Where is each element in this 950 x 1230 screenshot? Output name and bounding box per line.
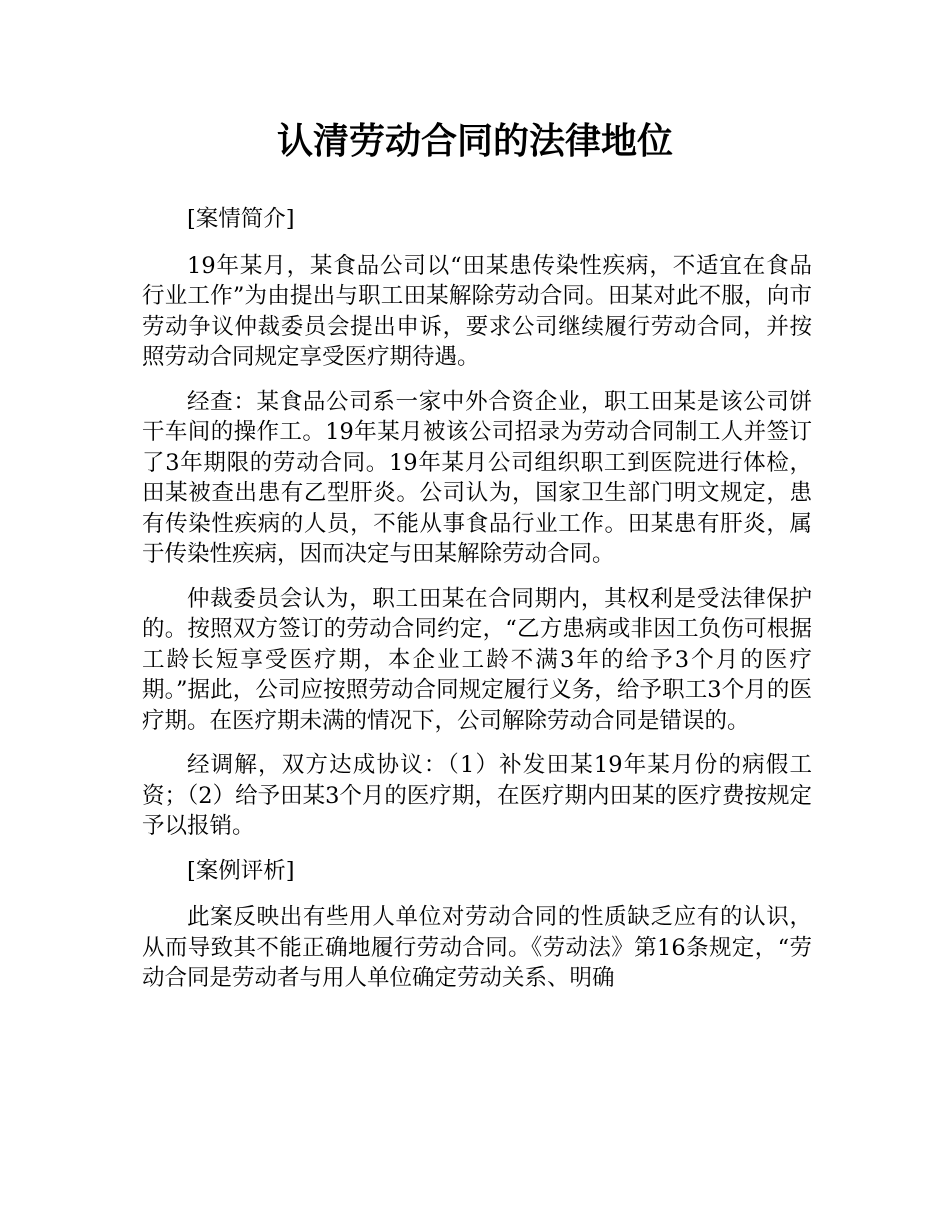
paragraph: 经查：某食品公司系一家中外合资企业，职工田某是该公司饼干车间的操作工。19年某月被该公司招录为劳动合同制工人并签订了3年期限的劳动合同。19年某月公司组织职工到医院进行体检，田某被查出患有乙型肝炎。公司认为，国家卫生部门明文规定，患有传染性疾病的人员，不能从事食品行业工作。田某患有肝炎，属于传染性疾病，因而决定与田某解除劳动合同。 [142,388,812,567]
document-title: 认清劳动合同的法律地位 [276,121,673,162]
section-heading-case-analysis: [案例评析] [187,857,295,884]
paragraph: 经调解，双方达成协议：（1）补发田某19年某月份的病假工资；（2）给予田某3个月的医疗期，在医疗期内田某的医疗费按规定予以报销。 [142,752,812,839]
section-heading-case-summary: [案情简介] [187,206,295,232]
document-body [142,204,812,1008]
paragraph: 此案反映出有些用人单位对劳动合同的性质缺乏应有的认识，从而导致其不能正确地履行劳动合同。《劳动法》第16条规定，“劳动合同是劳动者与用人单位确定劳动关系、明确 [142,904,812,991]
paragraph: 仲裁委员会认为，职工田某在合同期内，其权利是受法律保护的。按照双方签订的劳动合同约定，“乙方患病或非因工负伤可根据工龄长短享受医疗期，本企业工龄不满3年的给予3个月的医疗期。”据此，公司应按照劳动合同规定履行义务，给予职工3个月的医疗期。在医疗期未满的情况下，公司解除劳动合同是错误的。 [142,585,812,734]
paragraph: 19年某月，某食品公司以“田某患传染性疾病，不适宜在食品行业工作”为由提出与职工田某解除劳动合同。田某对此不服，向市劳动争议仲裁委员会提出申诉，要求公司继续履行劳动合同，并按照劳动合同规定享受医疗期待遇。 [142,252,812,370]
